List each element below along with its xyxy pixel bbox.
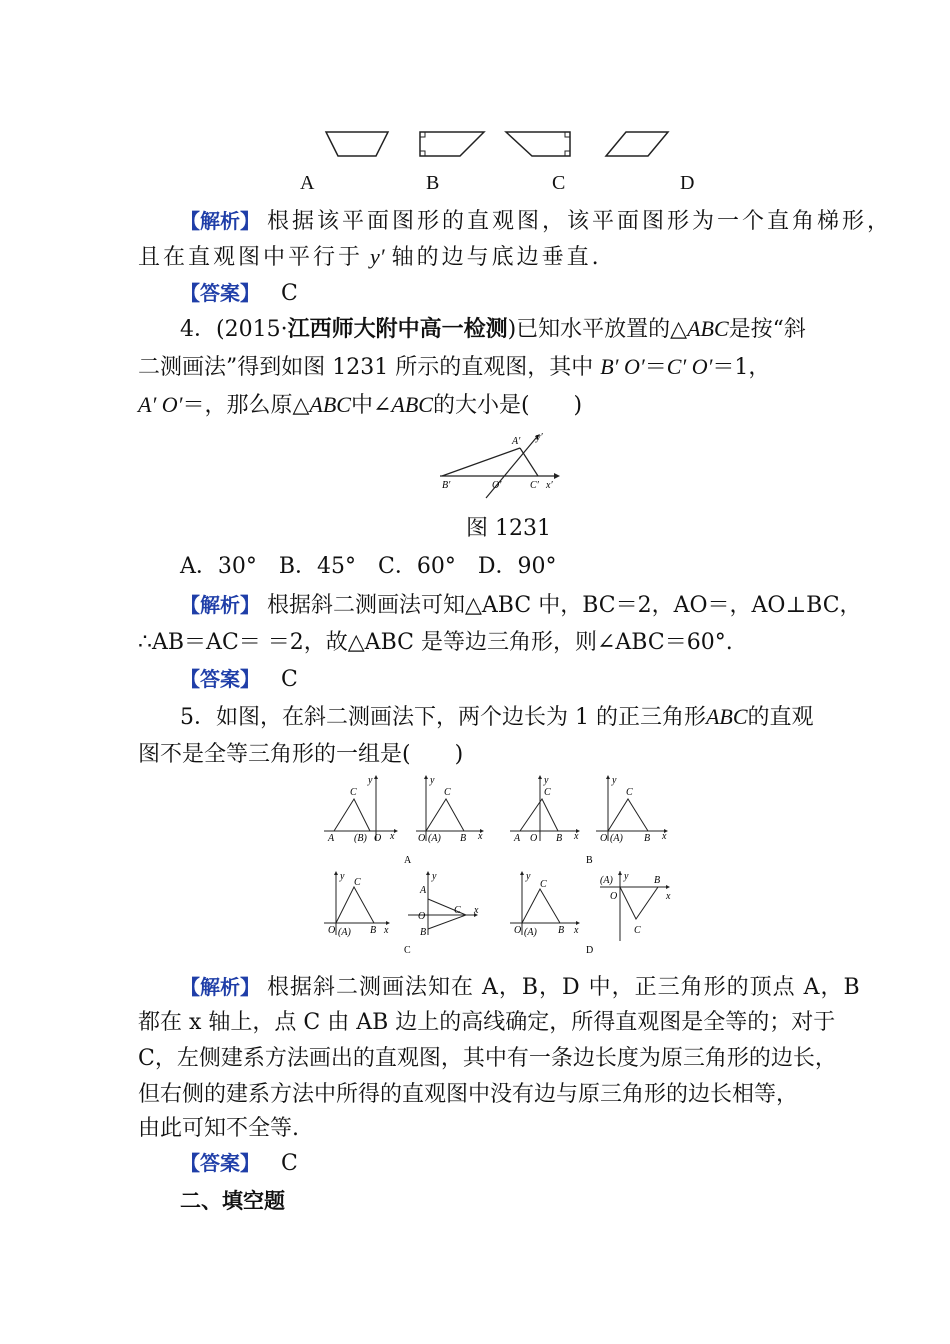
q4-stem-var5: ABC (309, 392, 351, 417)
svg-text:(A): (A) (610, 833, 623, 844)
q3-analysis-text2a: 且在直观图中平行于 (138, 245, 364, 270)
svg-text:O: O (418, 833, 426, 844)
svg-text:(A): (A) (600, 875, 613, 886)
q5-fig-a1 (324, 775, 398, 844)
q4-stem-text1c: 是按“斜 (728, 317, 806, 342)
svg-text:C: C (454, 905, 461, 916)
q5-stem-var: ABC (705, 704, 748, 729)
q5-analysis-line1 (180, 972, 861, 1003)
svg-text:C: C (540, 879, 547, 890)
svg-text:x: x (478, 831, 483, 842)
svg-text:O: O (374, 833, 382, 844)
svg-text:(A): (A) (524, 927, 537, 938)
q5-analysis-line5: 由此可知不全等. (138, 1116, 299, 1141)
q4-analysis-line1 (180, 590, 862, 621)
q5-fig-label-d: D (586, 945, 594, 956)
q3-shape-c (506, 132, 570, 156)
q5-analysis-text1: 根据斜二测画法知在 A，B，D 中，正三角形的顶点 A，B (267, 975, 861, 1000)
svg-text:B: B (556, 833, 563, 844)
q3-shape-b (420, 132, 484, 156)
q5-analysis-line4: 但右侧的建系方法中所得的直观图中没有边与原三角形的边长相等， (138, 1082, 799, 1107)
q4-analysis-line2: ∴AB＝AC＝ ＝2，故△ABC 是等边三角形，则∠ABC＝60°. (138, 630, 733, 655)
svg-text:C: C (544, 787, 551, 798)
q5-stem-text1a: 5．如图，在斜二测画法下，两个边长为 1 的正三角形 (180, 705, 706, 730)
svg-text:A: A (514, 833, 521, 844)
q4-number: 4．(2015· (180, 317, 288, 342)
svg-text:x: x (662, 831, 667, 842)
q3-option-label-c: C (552, 172, 566, 194)
q5-answer-tag: 【答案】 (180, 1151, 260, 1175)
svg-text:O: O (328, 925, 336, 936)
svg-text:y: y (526, 871, 531, 882)
svg-text:y: y (544, 775, 549, 786)
q3-analysis-line1 (180, 206, 892, 237)
q3-analysis-var: y′ (370, 244, 385, 269)
svg-text:x: x (574, 925, 579, 936)
q5-analysis-tag: 【解析】 (180, 975, 260, 999)
q3-option-label-b: B (426, 172, 440, 194)
svg-text:A: A (420, 885, 427, 896)
q4-choices: A．30° B．45° C．60° D．90° (180, 554, 557, 579)
svg-text:O: O (600, 833, 608, 844)
q4-figure-caption: 图 1231 (466, 516, 551, 541)
svg-text:O: O (418, 911, 426, 922)
svg-text:B: B (460, 833, 467, 844)
q5-fig-d1 (510, 871, 580, 938)
q3-shape-a (326, 132, 388, 156)
svg-text:y: y (612, 775, 617, 786)
q3-analysis-tag: 【解析】 (180, 209, 260, 233)
q3-analysis-text1: 根据该平面图形的直观图，该平面图形为一个直角梯形， (267, 209, 893, 234)
q4-analysis-tag: 【解析】 (180, 593, 260, 617)
q5-analysis-line2: 都在 x 轴上，点 C 由 AB 边上的高线确定，所得直观图是全等的；对于 (138, 1010, 836, 1035)
q3-shapes-figure (0, 120, 950, 180)
q4-stem-var1: ABC (687, 316, 729, 341)
svg-text:C: C (354, 877, 361, 888)
q3-answer-value: C (281, 281, 298, 306)
svg-text:O: O (530, 833, 538, 844)
q4-stem-text2c: ＝1， (712, 355, 771, 380)
svg-text:(A): (A) (428, 833, 441, 844)
svg-text:x: x (666, 891, 671, 902)
q3-option-label-d: D (680, 172, 695, 194)
q3-shape-d (606, 132, 668, 156)
svg-text:(B): (B) (354, 833, 367, 844)
q4-stem-line1 (180, 314, 806, 345)
q4-fig-label-a: A′ (512, 436, 521, 447)
svg-text:C: C (350, 787, 357, 798)
svg-text:O: O (514, 925, 522, 936)
q4-stem-text2a: 二测画法”得到如图 1231 所示的直观图，其中 (138, 355, 594, 380)
svg-text:y: y (368, 775, 373, 786)
svg-text:C: C (626, 787, 633, 798)
q4-fig-label-b: B′ (442, 480, 451, 491)
q5-fig-a2 (416, 775, 484, 844)
q4-stem-var3: C′ O′ (666, 354, 713, 379)
q5-fig-label-b: B (586, 855, 593, 866)
q5-answer-value: C (281, 1151, 298, 1176)
q4-fig-label-y: y′ (536, 432, 543, 443)
q4-stem-line2 (138, 352, 770, 383)
q5-fig-label-c: C (404, 945, 411, 956)
q5-fig-d2 (600, 871, 671, 941)
q4-stem-text2b: ＝ (644, 355, 667, 380)
q5-fig-c1 (324, 871, 390, 938)
svg-text:C: C (634, 925, 641, 936)
svg-text:B: B (558, 925, 565, 936)
q5-fig-b2 (596, 775, 668, 844)
q4-stem-text1b: )已知水平放置的△ (507, 317, 688, 342)
q4-answer-value: C (281, 667, 298, 692)
q4-answer-line (180, 664, 298, 695)
q4-stem-text3b: 中∠ (350, 393, 392, 418)
q4-stem-line3 (138, 390, 582, 421)
q4-stem-var6: ABC (391, 392, 433, 417)
q5-fig-c2 (408, 871, 479, 938)
q3-option-label-a: A (300, 172, 315, 194)
svg-text:C: C (444, 787, 451, 798)
q5-fig-b1 (510, 775, 580, 844)
q4-figure (436, 430, 576, 500)
q4-stem-var2: B′ O′ (600, 354, 645, 379)
q3-analysis-line2 (138, 242, 602, 273)
q5-analysis-line3: C，左侧建系方法画出的直观图，其中有一条边长度为原三角形的边长， (138, 1046, 837, 1071)
svg-text:O: O (610, 891, 618, 902)
q5-stem-text1b: 的直观 (747, 705, 814, 730)
q4-analysis-text1: 根据斜二测画法可知△ABC 中，BC＝2，AO＝，AO⊥BC， (267, 593, 862, 618)
q5-stem-line2: 图不是全等三角形的一组是( ) (138, 742, 464, 767)
svg-text:y: y (430, 775, 435, 786)
svg-text:x: x (384, 925, 389, 936)
q3-answer-line (180, 278, 298, 309)
q5-answer-line (180, 1148, 298, 1179)
q4-fig-label-c: C′ (530, 480, 539, 491)
svg-text:B: B (370, 925, 377, 936)
svg-text:A: A (328, 833, 335, 844)
q4-stem-text3a: ＝，那么原△ (182, 393, 310, 418)
q4-fig-label-x: x′ (546, 480, 553, 491)
q5-stem-line1 (180, 702, 814, 733)
svg-text:(A): (A) (338, 927, 351, 938)
svg-text:x: x (390, 831, 395, 842)
svg-text:y: y (624, 871, 629, 882)
q5-figures (320, 775, 680, 965)
section-title: 二、填空题 (180, 1189, 285, 1213)
q4-fig-label-o: O′ (492, 480, 502, 491)
q4-stem-var4: A′ O′ (138, 392, 183, 417)
svg-text:y: y (340, 871, 345, 882)
q4-stem-text3c: 的大小是( ) (432, 393, 583, 418)
q5-fig-label-a: A (404, 855, 412, 866)
q4-answer-tag: 【答案】 (180, 667, 260, 691)
q3-analysis-text2b: 轴的边与底边垂直. (391, 245, 602, 270)
svg-text:x: x (474, 905, 479, 916)
svg-text:y: y (432, 871, 437, 882)
q4-source: 江西师大附中高一检测 (287, 317, 508, 342)
q3-answer-tag: 【答案】 (180, 281, 260, 305)
svg-text:x: x (574, 831, 579, 842)
svg-text:B: B (644, 833, 651, 844)
svg-text:B: B (654, 875, 661, 886)
svg-text:B: B (420, 927, 427, 938)
